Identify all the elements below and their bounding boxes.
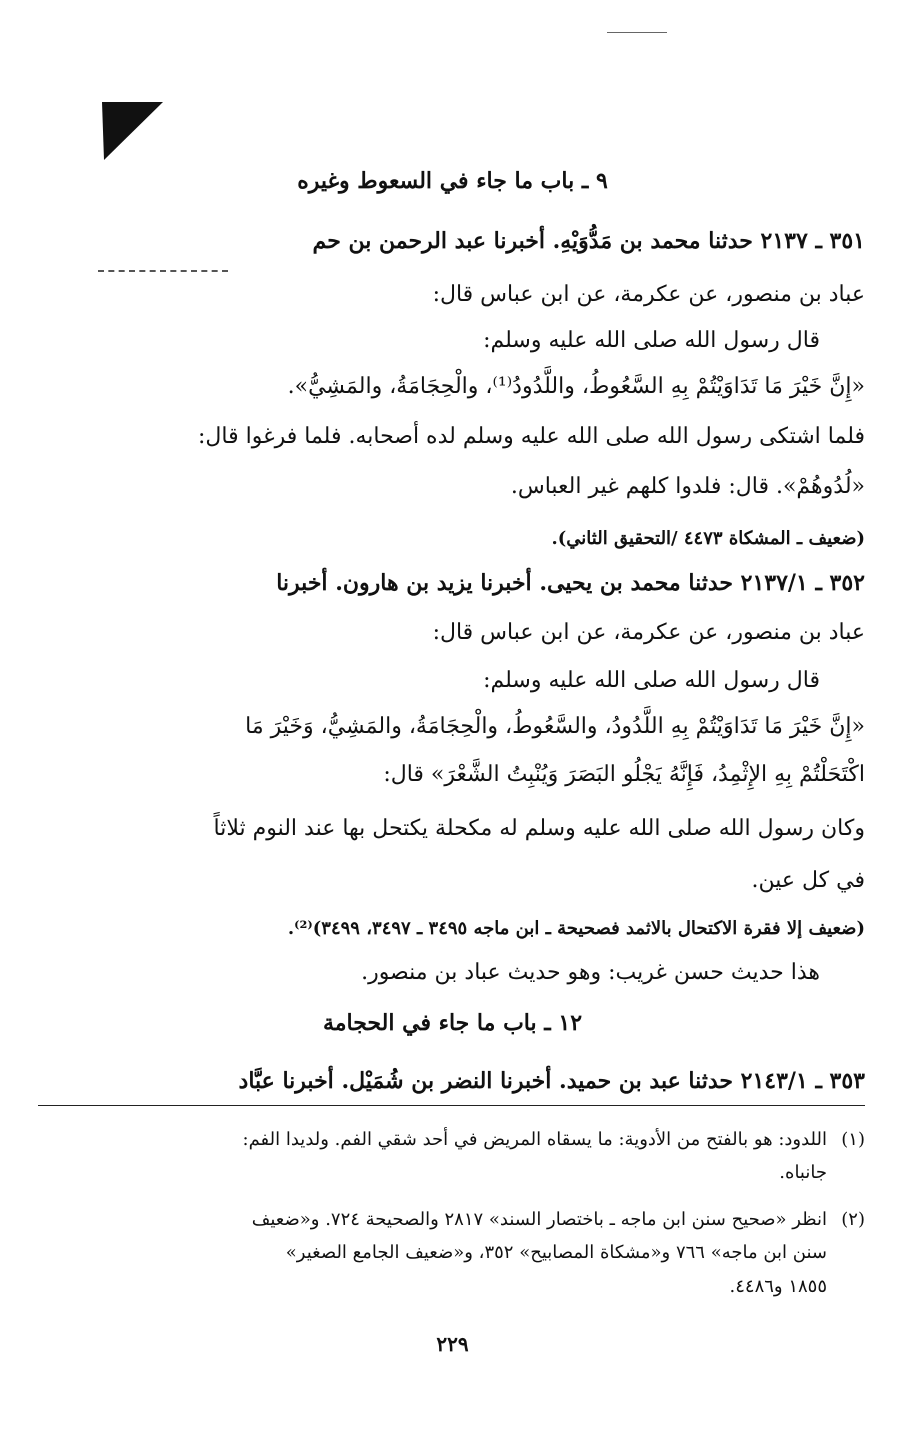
- hadith-351-line-1: ٣٥١ ـ ٢١٣٧ حدثنا محمد بن مَدُّوَيْهِ. أخبرنا عبد الرحمن بن حم: [312, 228, 865, 254]
- hadith-351-line-6: «لُدُوهُمْ». قال: فلدوا كلهم غير العباس.: [510, 474, 865, 499]
- footnote-2: [40, 1208, 865, 1298]
- top-rule: [607, 32, 667, 33]
- hadith-352-line-5: اكْتَحَلْتُمْ بِهِ الإِثْمِدُ، فَإِنَّهُ يَجْلُو البَصَرَ وَيُنْبِتُ الشَّعْرَ» قال:: [383, 762, 865, 787]
- hadith-352-line-3: قال رسول الله صلى الله عليه وسلم:: [483, 668, 820, 693]
- hadith-353-line-1: ٣٥٣ ـ ٢١٤٣/١ حدثنا عبد بن حميد. أخبرنا النضر بن شُمَيْل. أخبرنا عبَّاد: [238, 1068, 865, 1094]
- page-number: ٢٢٩: [436, 1332, 469, 1356]
- footnote-1: [40, 1128, 865, 1185]
- hadith-352-line-4: «إِنَّ خَيْرَ مَا تَدَاوَيْتُمْ بِهِ اللَّدُودُ، والسَّعُوطُ، والْحِجَامَةُ، والمَشِيُّ، وَخَيْرَ مَا: [245, 714, 865, 739]
- hadith-351-line-2: عباد بن منصور، عن عكرمة، عن ابن عباس قال:: [432, 282, 865, 307]
- footnote-2-line-2: سنن ابن ماجه» ٧٦٦ و«مشكاة المصابيح» ٣٥٢، و«ضعيف الجامع الصغير»: [285, 1242, 827, 1264]
- hadith-351-line-5: فلما اشتكى رسول الله صلى الله عليه وسلم لده أصحابه. فلما فرغوا قال:: [198, 424, 865, 449]
- hadith-352-line-2: عباد بن منصور، عن عكرمة، عن ابن عباس قال:: [432, 620, 865, 645]
- hadith-352-line-1: ٣٥٢ ـ ٢١٣٧/١ حدثنا محمد بن يحيى. أخبرنا يزيد بن هارون. أخبرنا: [276, 570, 865, 596]
- hadith-351-line-4: «إِنَّ خَيْرَ مَا تَدَاوَيْتُمْ بِهِ السَّعُوطُ، واللَّدُودُ⁽¹⁾، والْحِجَامَةُ، والمَشِيُّ».: [287, 374, 865, 399]
- footnote-2-number: (٢): [841, 1209, 865, 1230]
- hadith-352-line-7: في كل عين.: [751, 868, 865, 893]
- footnote-1-line-2: جانباه.: [779, 1162, 827, 1184]
- hadith-351-line-3: قال رسول الله صلى الله عليه وسلم:: [483, 328, 820, 353]
- hadith-352-comment: هذا حديث حسن غريب: وهو حديث عباد بن منصور.: [361, 960, 820, 985]
- hadith-351-grade: (ضعيف ـ المشكاة ٤٤٧٣ /التحقيق الثاني).: [551, 528, 865, 549]
- footnote-2-line-3: ١٨٥٥ و٤٤٨٦.: [729, 1275, 827, 1297]
- dashed-rule: [98, 270, 228, 272]
- corner-mark: [100, 100, 165, 162]
- hadith-352-line-6: وكان رسول الله صلى الله عليه وسلم له مكحلة يكتحل بها عند النوم ثلاثاً: [213, 816, 865, 841]
- hadith-352-grade: (ضعيف إلا فقرة الاكتحال بالاثمد فصحيحة ـ ابن ماجه ٣٤٩٥ ـ ٣٤٩٧، ٣٤٩٩)⁽²⁾.: [287, 918, 865, 939]
- footnote-2-line-1: (٢)انظر «صحيح سنن ابن ماجه ـ باختصار السند» ٢٨١٧ والصحيحة ٧٢٤. و«ضعيف: [251, 1209, 865, 1230]
- chapter-12-title: ١٢ ـ باب ما جاء في الحجامة: [322, 1010, 583, 1036]
- footnote-1-number: (١): [841, 1129, 865, 1150]
- footnote-separator: [38, 1105, 865, 1106]
- chapter-9-title: ٩ ـ باب ما جاء في السعوط وغيره: [297, 168, 608, 194]
- footnote-1-line-1: (١)اللدود: هو بالفتح من الأدوية: ما يسقاه المريض في أحد شقي الفم. ولديدا الفم:: [242, 1129, 865, 1150]
